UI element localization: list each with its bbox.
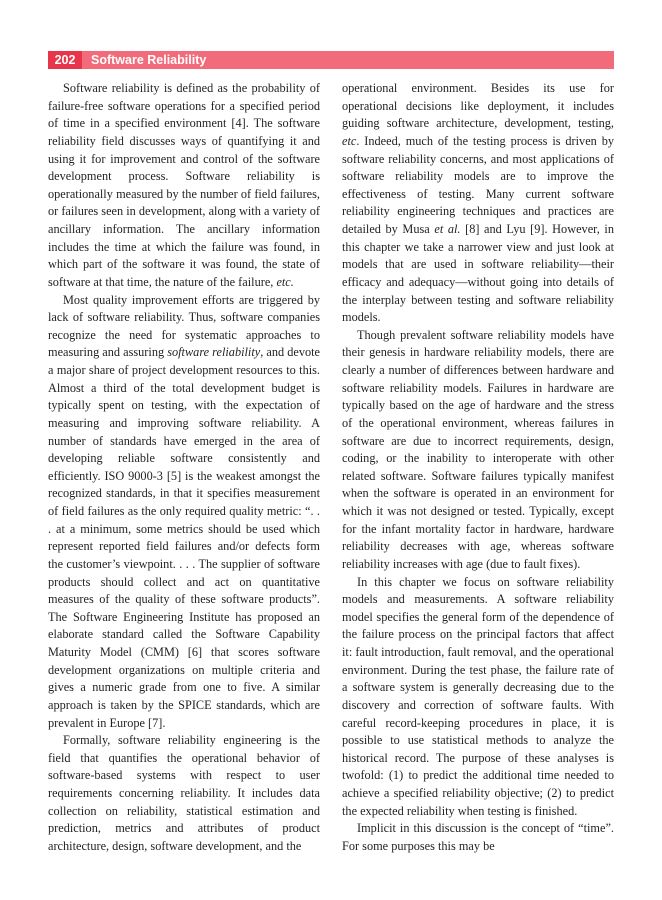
paragraph: Implicit in this discussion is the concept of “time”. For some purposes this may be [342, 821, 614, 853]
paragraph: operational environment. Besides its use for operational decisions like deployment, it includes guiding software architecture, development, testing, etc. Indeed, much of the testing process is driven by software reliability concerns, and most applications of software reliability models are to improve the effectiveness of testing. Many current software reliability engineering techniques and practices are detailed by Musa et al. [8] and Lyu [9]. However, in this chapter we take a narrower view and just look at models that are used in software reliability—their efficacy and adequacy—without going into details of the interplay between testing and software reliability models. [342, 81, 615, 325]
right-column [342, 80, 614, 856]
running-title: Software Reliability [91, 53, 207, 67]
paragraph: Formally, software reliability engineering is the field that quantifies the operational behavior of software-based systems with respect to user requirements concerning reliability. It includes data collection on reliability, statistical estimation and prediction, metrics and attributes of product architecture, design, software development, and the [48, 733, 320, 853]
running-header [48, 51, 614, 69]
paragraph: Most quality improvement efforts are triggered by lack of software reliability. Thus, software companies recognize the need for systematic approaches to measuring and assuring software reliability, and devote a major share of project development resources to this. Almost a third of the total development budget is typically spent on testing, with the expectation of measuring and improving software reliability. A number of standards have emerged in the area of developing reliable software consistently and efficiently. ISO 9000-3 [5] is the weakest amongst the recognized standards, in that it specifies measurement of field failures as the only required quality metric: “. . . at a minimum, some metrics should be used which represent reported field failures and/or defects form the customer’s viewpoint. . . . The supplier of software products should collect and act on quantitative measures of the quality of these software products”. The Software Engineering Institute has proposed an elaborate standard called the Software Capability Maturity Model (CMM) [6] that scores software development organizations on multiple criteria and gives a numeric grade from one to five. A similar approach is taken by the SPICE standards, which are prevalent in Europe [7]. [48, 292, 320, 730]
paragraph: Software reliability is defined as the probability of failure-free software operations for a specified period of time in a specified environment [4]. The software reliability field discusses ways of quantifying it and using it for improvement and control of the software development process. Software reliability is operationally measured by the number of field failures, or failures seen in development, along with a variety of ancillary information. The ancillary information includes the time at which the failure was found, in which part of the software it was found, the state of software at that time, the nature of the failure, etc. [48, 81, 320, 289]
paragraph: In this chapter we focus on software reliability models and measurements. A software reliability model specifies the general form of the dependence of the failure process on the principal factors that affect it: fault introduction, fault removal, and the operational environment. During the test phase, the failure rate of a software system is generally decreasing due to the discovery and correction of software faults. With careful record-keeping procedures in place, it is possible to use statistical methods to analyze the historical record. The purpose of these analyses is twofold: (1) to predict the additional time needed to achieve a specified reliability objective; (2) to predict the expected reliability when testing is finished. [342, 574, 614, 818]
page-number: 202 [48, 51, 82, 69]
paragraph: Though prevalent software reliability models have their genesis in hardware reliability models, there are clearly a number of differences between hardware and software reliability models. Failures in hardware are typically based on the age of hardware and the stress of the operational environment, whereas failures in software are due to incorrect requirements, design, coding, or the inability to interoperate with other related software. Software failures typically manifest when the software is operated in an environment for which it was not designed or tested. Typically, except for the infant mortality factor in hardware, hardware reliability decreases with age, whereas software reliability increases with age (due to fault fixes). [342, 327, 614, 571]
left-column [48, 80, 320, 856]
